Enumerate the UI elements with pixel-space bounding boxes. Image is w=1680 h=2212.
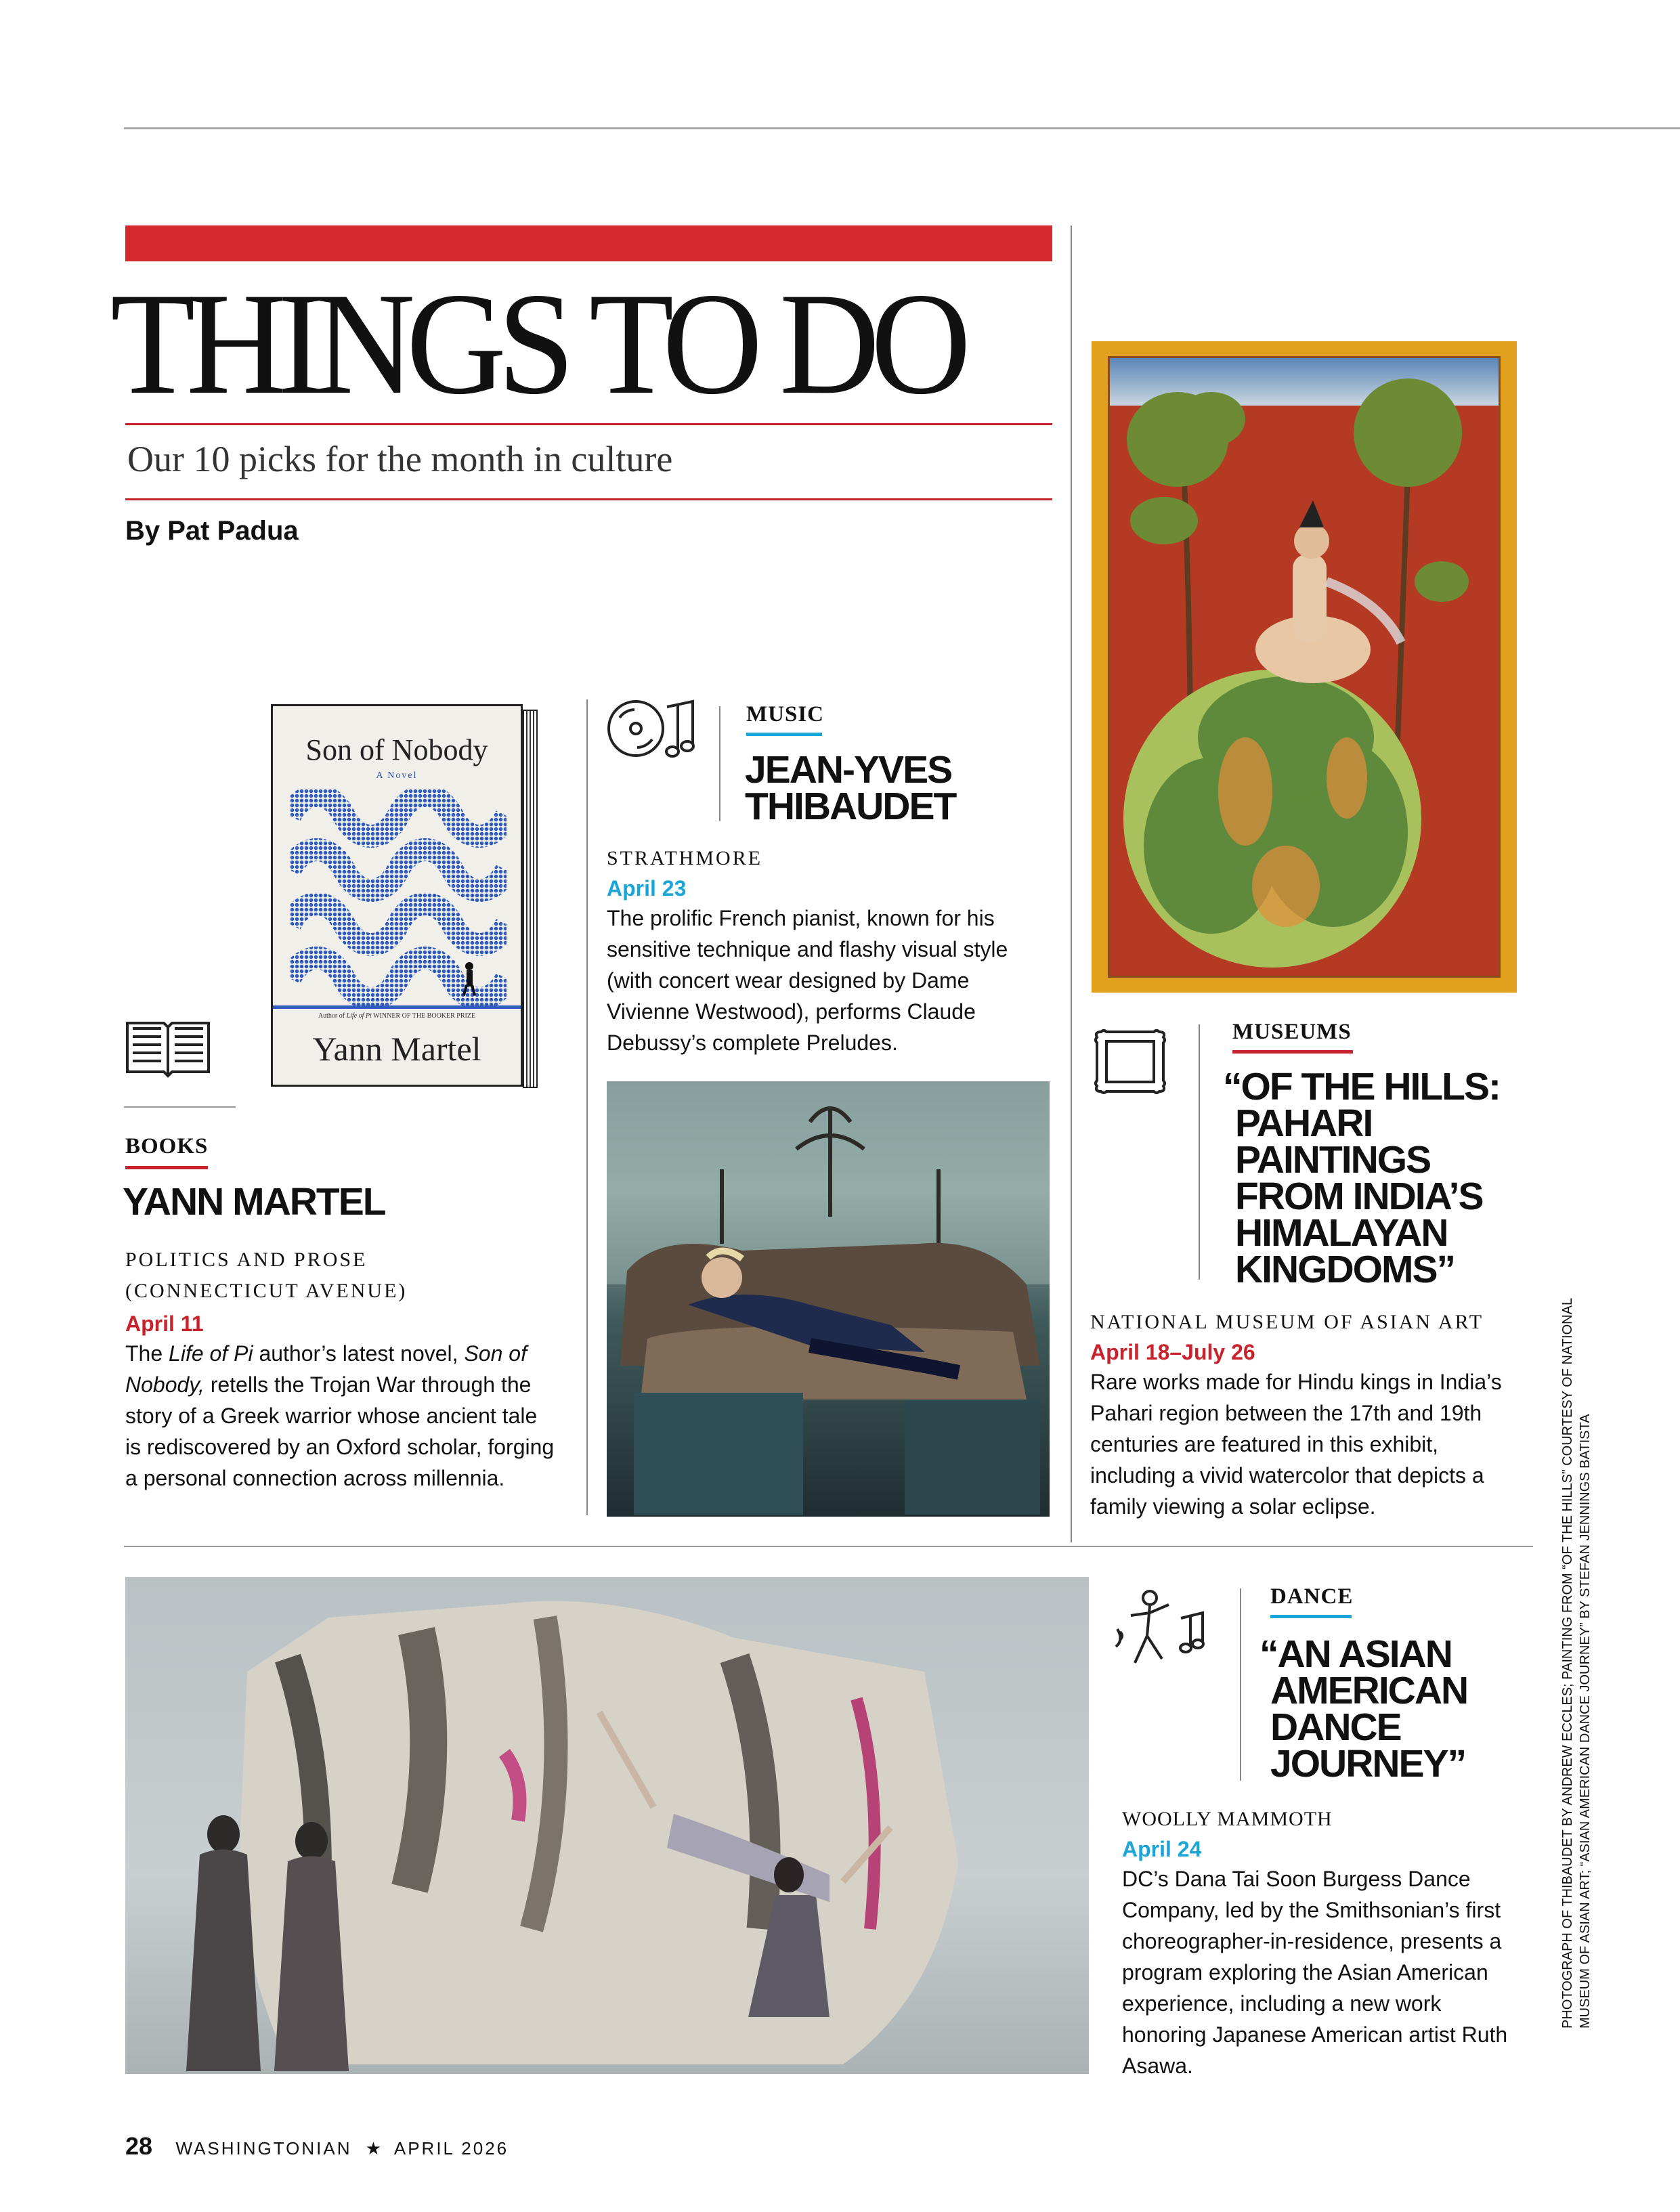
book-cover-author: Yann Martel — [312, 1030, 481, 1068]
book-cover — [271, 704, 538, 1090]
museums-category: MUSEUMS — [1232, 1020, 1352, 1044]
wave-pattern-illustration — [290, 789, 507, 1005]
pahari-painting — [1092, 341, 1517, 993]
books-body-em2: Son of Nobody, — [125, 1341, 527, 1397]
music-venue: STRATHMORE — [607, 847, 763, 869]
photo-credit-line-1: PHOTOGRAPH OF THIBAUDET BY ANDREW ECCLES; PAINTING FROM “OF THE HILLS” COURTESY OF NATIONAL — [1560, 1297, 1575, 2029]
issue-date: APRIL 2026 — [393, 2138, 509, 2159]
books-body-pre: The — [125, 1341, 169, 1366]
publication-name: WASHINGTONIAN — [175, 2138, 352, 2159]
dance-icon-divider — [1240, 1588, 1241, 1781]
music-category: MUSIC — [746, 702, 825, 727]
books-body-post: retells the Trojan War through the story of a Greek warrior whose ancient tale is rediscovered by an Oxford scholar, forging a personal connection across millennia. — [125, 1372, 555, 1490]
music-category-underline — [746, 733, 822, 736]
museums-headline — [1223, 1065, 1500, 1291]
dance-headline-line-1: “AN ASIAN — [1259, 1632, 1452, 1676]
books-venue-1: POLITICS AND PROSE — [125, 1249, 368, 1271]
photo-credit — [1559, 1298, 1594, 2029]
footer-star-icon: ★ — [365, 2138, 382, 2159]
music-record-icon — [605, 697, 699, 766]
top-rule — [124, 127, 1680, 129]
museums-headline-line-2: PAHARI — [1235, 1102, 1373, 1145]
museums-icon-divider — [1199, 1024, 1200, 1280]
museums-headline-line-3: PAINTINGS — [1235, 1138, 1431, 1181]
dancer-icon — [1115, 1588, 1211, 1675]
byline: By Pat Padua — [125, 516, 299, 546]
books-body-em1: Life of Pi — [169, 1341, 253, 1366]
museums-headline-line-5: HIMALAYAN — [1235, 1211, 1448, 1255]
red-bar — [125, 225, 1052, 261]
museums-category-underline — [1232, 1050, 1353, 1054]
tagline-pre: Author of — [318, 1012, 347, 1020]
dance-headline-line-3: DANCE — [1270, 1706, 1401, 1749]
books-headline: YANN MARTEL — [123, 1180, 385, 1223]
books-venue-2: (CONNECTICUT AVENUE) — [125, 1280, 408, 1302]
page-title: THINGS TO DO — [110, 263, 962, 425]
photo-credit-line-2: MUSEUM OF ASIAN ART; “ASIAN AMERICAN DANCE JOURNEY” BY STEFAN JENNINGS BATISTA — [1578, 1414, 1593, 2029]
dance-headline-line-2: AMERICAN — [1270, 1669, 1468, 1712]
section-divider — [124, 1546, 1533, 1547]
footer — [125, 2133, 509, 2162]
picture-frame-icon — [1092, 1028, 1169, 1096]
tagline-post: WINNER OF THE BOOKER PRIZE — [371, 1012, 476, 1020]
subtitle-rule — [125, 498, 1052, 500]
dance-headline-line-4: JOURNEY” — [1270, 1742, 1466, 1785]
books-icon-rule — [124, 1106, 236, 1108]
dance-category: DANCE — [1270, 1584, 1354, 1609]
tagline-em: Life of Pi — [346, 1012, 372, 1020]
museums-headline-line-4: FROM INDIA’S — [1235, 1175, 1483, 1218]
page-subtitle: Our 10 picks for the month in culture — [127, 439, 673, 479]
book-cover-subtitle: A Novel — [376, 771, 418, 781]
page-number: 28 — [125, 2132, 153, 2160]
museums-venue: NATIONAL MUSEUM OF ASIAN ART — [1090, 1311, 1484, 1333]
museums-body: Rare works made for Hindu kings in India’s Pahari region between the 17th and 19th centuries are featured in this exhibit, including a vivid watercolor that depicts a family viewing a solar eclipse. — [1090, 1370, 1502, 1519]
books-category-underline — [125, 1166, 208, 1169]
book-cover-title: Son of Nobody — [305, 733, 488, 766]
column-divider-top — [1071, 225, 1072, 1542]
dance-date: April 24 — [1122, 1837, 1202, 1861]
books-category: BOOKS — [125, 1134, 209, 1158]
dance-photo — [125, 1577, 1089, 2074]
book-cover-tagline — [271, 1012, 523, 1020]
thibaudet-photo — [607, 1081, 1050, 1517]
open-book-icon — [123, 1018, 213, 1079]
dance-body: DC’s Dana Tai Soon Burgess Dance Company, led by the Smithsonian’s first choreographer-in-residence, presents a program exploring the Asian American experience, including a new work honoring Japanese American artist Ruth Asawa. — [1122, 1867, 1508, 2078]
museums-headline-line-1: “OF THE HILLS: — [1223, 1065, 1500, 1108]
books-body-mid: author’s latest novel, — [253, 1341, 465, 1366]
music-body: The prolific French pianist, known for his sensitive technique and flashy visual style (with concert wear designed by Dame Vivienne Westwood), performs Claude Debussy’s complete Preludes. — [607, 906, 1008, 1055]
books-body — [125, 1338, 559, 1494]
museums-date: April 18–July 26 — [1090, 1340, 1255, 1364]
dance-headline — [1259, 1632, 1468, 1785]
dance-category-underline — [1270, 1615, 1352, 1618]
dance-venue: WOOLLY MAMMOTH — [1122, 1808, 1333, 1830]
title-rule — [125, 423, 1052, 425]
music-icon-divider — [719, 706, 720, 821]
museums-headline-line-6: KINGDOMS” — [1235, 1248, 1455, 1291]
music-headline-2: THIBAUDET — [745, 785, 956, 828]
music-headline-1: JEAN-YVES — [745, 748, 952, 791]
music-date: April 23 — [607, 876, 687, 901]
column-divider-books — [586, 699, 588, 1515]
books-date: April 11 — [125, 1311, 204, 1336]
